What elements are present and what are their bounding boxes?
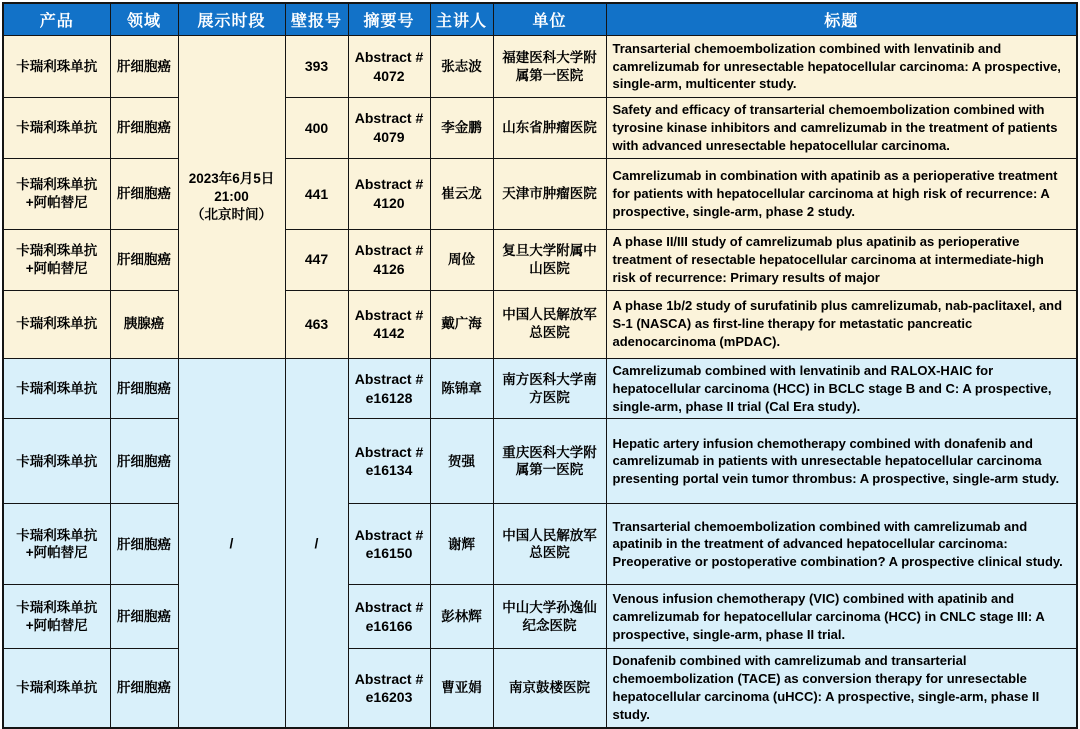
product-name: 卡瑞利珠单抗 — [16, 316, 98, 332]
column-header-poster: 壁报号 — [285, 3, 348, 36]
cell-title: Venous infusion chemotherapy (VIC) combined with apatinib and camrelizumab for hepatocellular carcinoma (HCC) in CNLC stage III: A prospective, single-arm, phase II trial. — [606, 585, 1077, 649]
product-name: 卡瑞利珠单抗 — [16, 600, 98, 616]
cell-field: 肝细胞癌 — [110, 158, 178, 229]
abstract-label: Abstract # — [354, 670, 424, 687]
product-suffix: +阿帕替尼 — [25, 260, 88, 276]
cell-speaker: 戴广海 — [430, 290, 493, 358]
cell-unit: 福建医科大学附属第一医院 — [493, 36, 606, 98]
product-name: 卡瑞利珠单抗 — [16, 120, 98, 135]
cell-unit: 南方医科大学南方医院 — [493, 358, 606, 419]
cell-title: Safety and efficacy of transarterial chemoembolization combined with tyrosine kinase inhibitors and camrelizumab in the treatment of patients with advanced unresectable hepatocellular carcinoma. — [606, 98, 1077, 159]
cell-product — [3, 36, 110, 98]
cell-title: Donafenib combined with camrelizumab and transarterial chemoembolization (TACE) as conversion therapy for unresectable hepatocellular carcinoma (uHCC): A prospective, single-arm, phase II study. — [606, 649, 1077, 728]
cell-poster: 393 — [285, 36, 348, 98]
cell-poster: 400 — [285, 98, 348, 159]
column-header-title: 标题 — [606, 3, 1077, 36]
table-row — [3, 229, 1077, 290]
cell-abstract — [348, 358, 430, 419]
cell-field: 肝细胞癌 — [110, 585, 178, 649]
cell-speaker: 崔云龙 — [430, 158, 493, 229]
cell-speaker: 李金鹏 — [430, 98, 493, 159]
product-name: 卡瑞利珠单抗 — [16, 453, 98, 469]
abstract-label: Abstract # — [354, 526, 424, 543]
cell-product — [3, 358, 110, 419]
cell-abstract — [348, 158, 430, 229]
cell-title: Transarterial chemoembolization combined with lenvatinib and camrelizumab for unresectable hepatocellular carcinoma: A prospective, single-arm, multicenter study. — [606, 36, 1077, 98]
cell-field: 胰腺癌 — [110, 290, 178, 358]
abstract-label: Abstract # — [354, 306, 424, 323]
cell-field: 肝细胞癌 — [110, 229, 178, 290]
abstract-label: Abstract # — [354, 371, 424, 388]
cell-speaker: 陈锦章 — [430, 358, 493, 419]
cell-abstract — [348, 419, 430, 504]
abstract-label: Abstract # — [354, 49, 424, 66]
cell-title: Transarterial chemoembolization combined with camrelizumab and apatinib in the treatment of advanced hepatocellular carcinoma: Preoperative or postoperative combination? A prospective clinical study. — [606, 504, 1077, 585]
product-name: 卡瑞利珠单抗 — [16, 380, 98, 396]
abstract-label: Abstract # — [354, 110, 424, 127]
table-row — [3, 504, 1077, 585]
cell-abstract — [348, 504, 430, 585]
period-date: 2023年6月5日 — [188, 171, 275, 187]
cell-product — [3, 158, 110, 229]
cell-poster: 463 — [285, 290, 348, 358]
cell-field: 肝细胞癌 — [110, 504, 178, 585]
cell-product — [3, 229, 110, 290]
period-time: 21:00 — [214, 188, 249, 204]
product-name: 卡瑞利珠单抗 — [16, 58, 98, 74]
cell-speaker: 贺强 — [430, 419, 493, 504]
cell-unit: 中国人民解放军总医院 — [493, 504, 606, 585]
cell-speaker: 张志波 — [430, 36, 493, 98]
column-header-abstract: 摘要号 — [348, 3, 430, 36]
abstract-label: Abstract # — [354, 599, 424, 616]
table-row — [3, 36, 1077, 98]
cell-product — [3, 98, 110, 159]
cell-speaker: 彭林辉 — [430, 585, 493, 649]
cell-poster-merged-slash: / — [285, 358, 348, 728]
column-header-product: 产品 — [3, 3, 110, 36]
table-row — [3, 290, 1077, 358]
cell-unit: 重庆医科大学附属第一医院 — [493, 419, 606, 504]
cell-title: Camrelizumab combined with lenvatinib and RALOX-HAIC for hepatocellular carcinoma (HCC) in BCLC stage B and C: A prospective, single-arm, phase II trial (Cal Era study). — [606, 358, 1077, 419]
cell-abstract — [348, 98, 430, 159]
table-row — [3, 419, 1077, 504]
abstract-number: 4142 — [373, 325, 405, 342]
cell-unit: 南京鼓楼医院 — [493, 649, 606, 728]
abstract-number: 4126 — [373, 260, 405, 277]
cell-field: 肝细胞癌 — [110, 419, 178, 504]
abstract-label: Abstract # — [354, 176, 424, 193]
table-row — [3, 358, 1077, 419]
cell-speaker: 曹亚娟 — [430, 649, 493, 728]
cell-title: Hepatic artery infusion chemotherapy combined with donafenib and camrelizumab in patients with unresectable hepatocellular carcinoma presenting portal vein tumor thrombus: A prospective, single-arm study. — [606, 419, 1077, 504]
table-row — [3, 649, 1077, 728]
column-header-field: 领域 — [110, 3, 178, 36]
period-timezone: （北京时间） — [191, 206, 272, 222]
cell-speaker: 周俭 — [430, 229, 493, 290]
cell-unit: 中山大学孙逸仙纪念医院 — [493, 585, 606, 649]
cell-unit: 复旦大学附属中山医院 — [493, 229, 606, 290]
cell-field: 肝细胞癌 — [110, 649, 178, 728]
abstract-number: e16134 — [365, 462, 413, 479]
cell-abstract — [348, 229, 430, 290]
poster-schedule-table — [2, 2, 1078, 729]
product-name: 卡瑞利珠单抗 — [16, 680, 98, 696]
cell-abstract — [348, 649, 430, 728]
column-header-unit: 单位 — [493, 3, 606, 36]
abstract-label: Abstract # — [354, 242, 424, 259]
cell-abstract — [348, 290, 430, 358]
cell-period-merged — [178, 36, 285, 359]
abstract-number: e16128 — [365, 389, 413, 406]
header-row — [3, 3, 1077, 36]
cell-period-merged-slash: / — [178, 358, 285, 728]
cell-unit: 天津市肿瘤医院 — [493, 158, 606, 229]
abstract-number: e16203 — [365, 689, 413, 706]
abstract-number: 4120 — [373, 194, 405, 211]
table-row — [3, 158, 1077, 229]
abstract-label: Abstract # — [354, 443, 424, 460]
column-header-speaker: 主讲人 — [430, 3, 493, 36]
cell-title: Camrelizumab in combination with apatinib as a perioperative treatment for patients with hepatocellular carcinoma at high risk of recurrence: A prospective, single-arm, phase 2 study. — [606, 158, 1077, 229]
cell-product — [3, 290, 110, 358]
cell-title: A phase II/III study of camrelizumab plus apatinib as perioperative treatment of resectable hepatocellular carcinoma at intermediate-high risk of recurrence: Primary results of major — [606, 229, 1077, 290]
cell-unit: 中国人民解放军总医院 — [493, 290, 606, 358]
cell-field: 肝细胞癌 — [110, 358, 178, 419]
product-suffix: +阿帕替尼 — [25, 617, 88, 633]
cell-product — [3, 585, 110, 649]
product-name: 卡瑞利珠单抗 — [16, 527, 98, 543]
abstract-number: 4072 — [373, 67, 405, 84]
product-suffix: +阿帕替尼 — [25, 194, 88, 210]
product-name: 卡瑞利珠单抗 — [16, 177, 98, 192]
abstract-number: e16150 — [365, 545, 413, 562]
cell-poster: 441 — [285, 158, 348, 229]
cell-speaker: 谢辉 — [430, 504, 493, 585]
cell-unit: 山东省肿瘤医院 — [493, 98, 606, 159]
product-name: 卡瑞利珠单抗 — [16, 242, 98, 258]
cell-title: A phase 1b/2 study of surufatinib plus camrelizumab, nab-paclitaxel, and S-1 (NASCA) as first-line therapy for metastatic pancreatic adenocarcinoma (mPDAC). — [606, 290, 1077, 358]
cell-abstract — [348, 585, 430, 649]
cell-field: 肝细胞癌 — [110, 36, 178, 98]
table-row — [3, 98, 1077, 159]
column-header-period: 展示时段 — [178, 3, 285, 36]
cell-abstract — [348, 36, 430, 98]
cell-product — [3, 419, 110, 504]
abstract-number: 4079 — [373, 128, 405, 145]
table-row — [3, 585, 1077, 649]
product-suffix: +阿帕替尼 — [25, 545, 88, 561]
cell-product — [3, 649, 110, 728]
cell-field: 肝细胞癌 — [110, 98, 178, 159]
cell-poster: 447 — [285, 229, 348, 290]
abstract-number: e16166 — [365, 617, 413, 634]
cell-product — [3, 504, 110, 585]
